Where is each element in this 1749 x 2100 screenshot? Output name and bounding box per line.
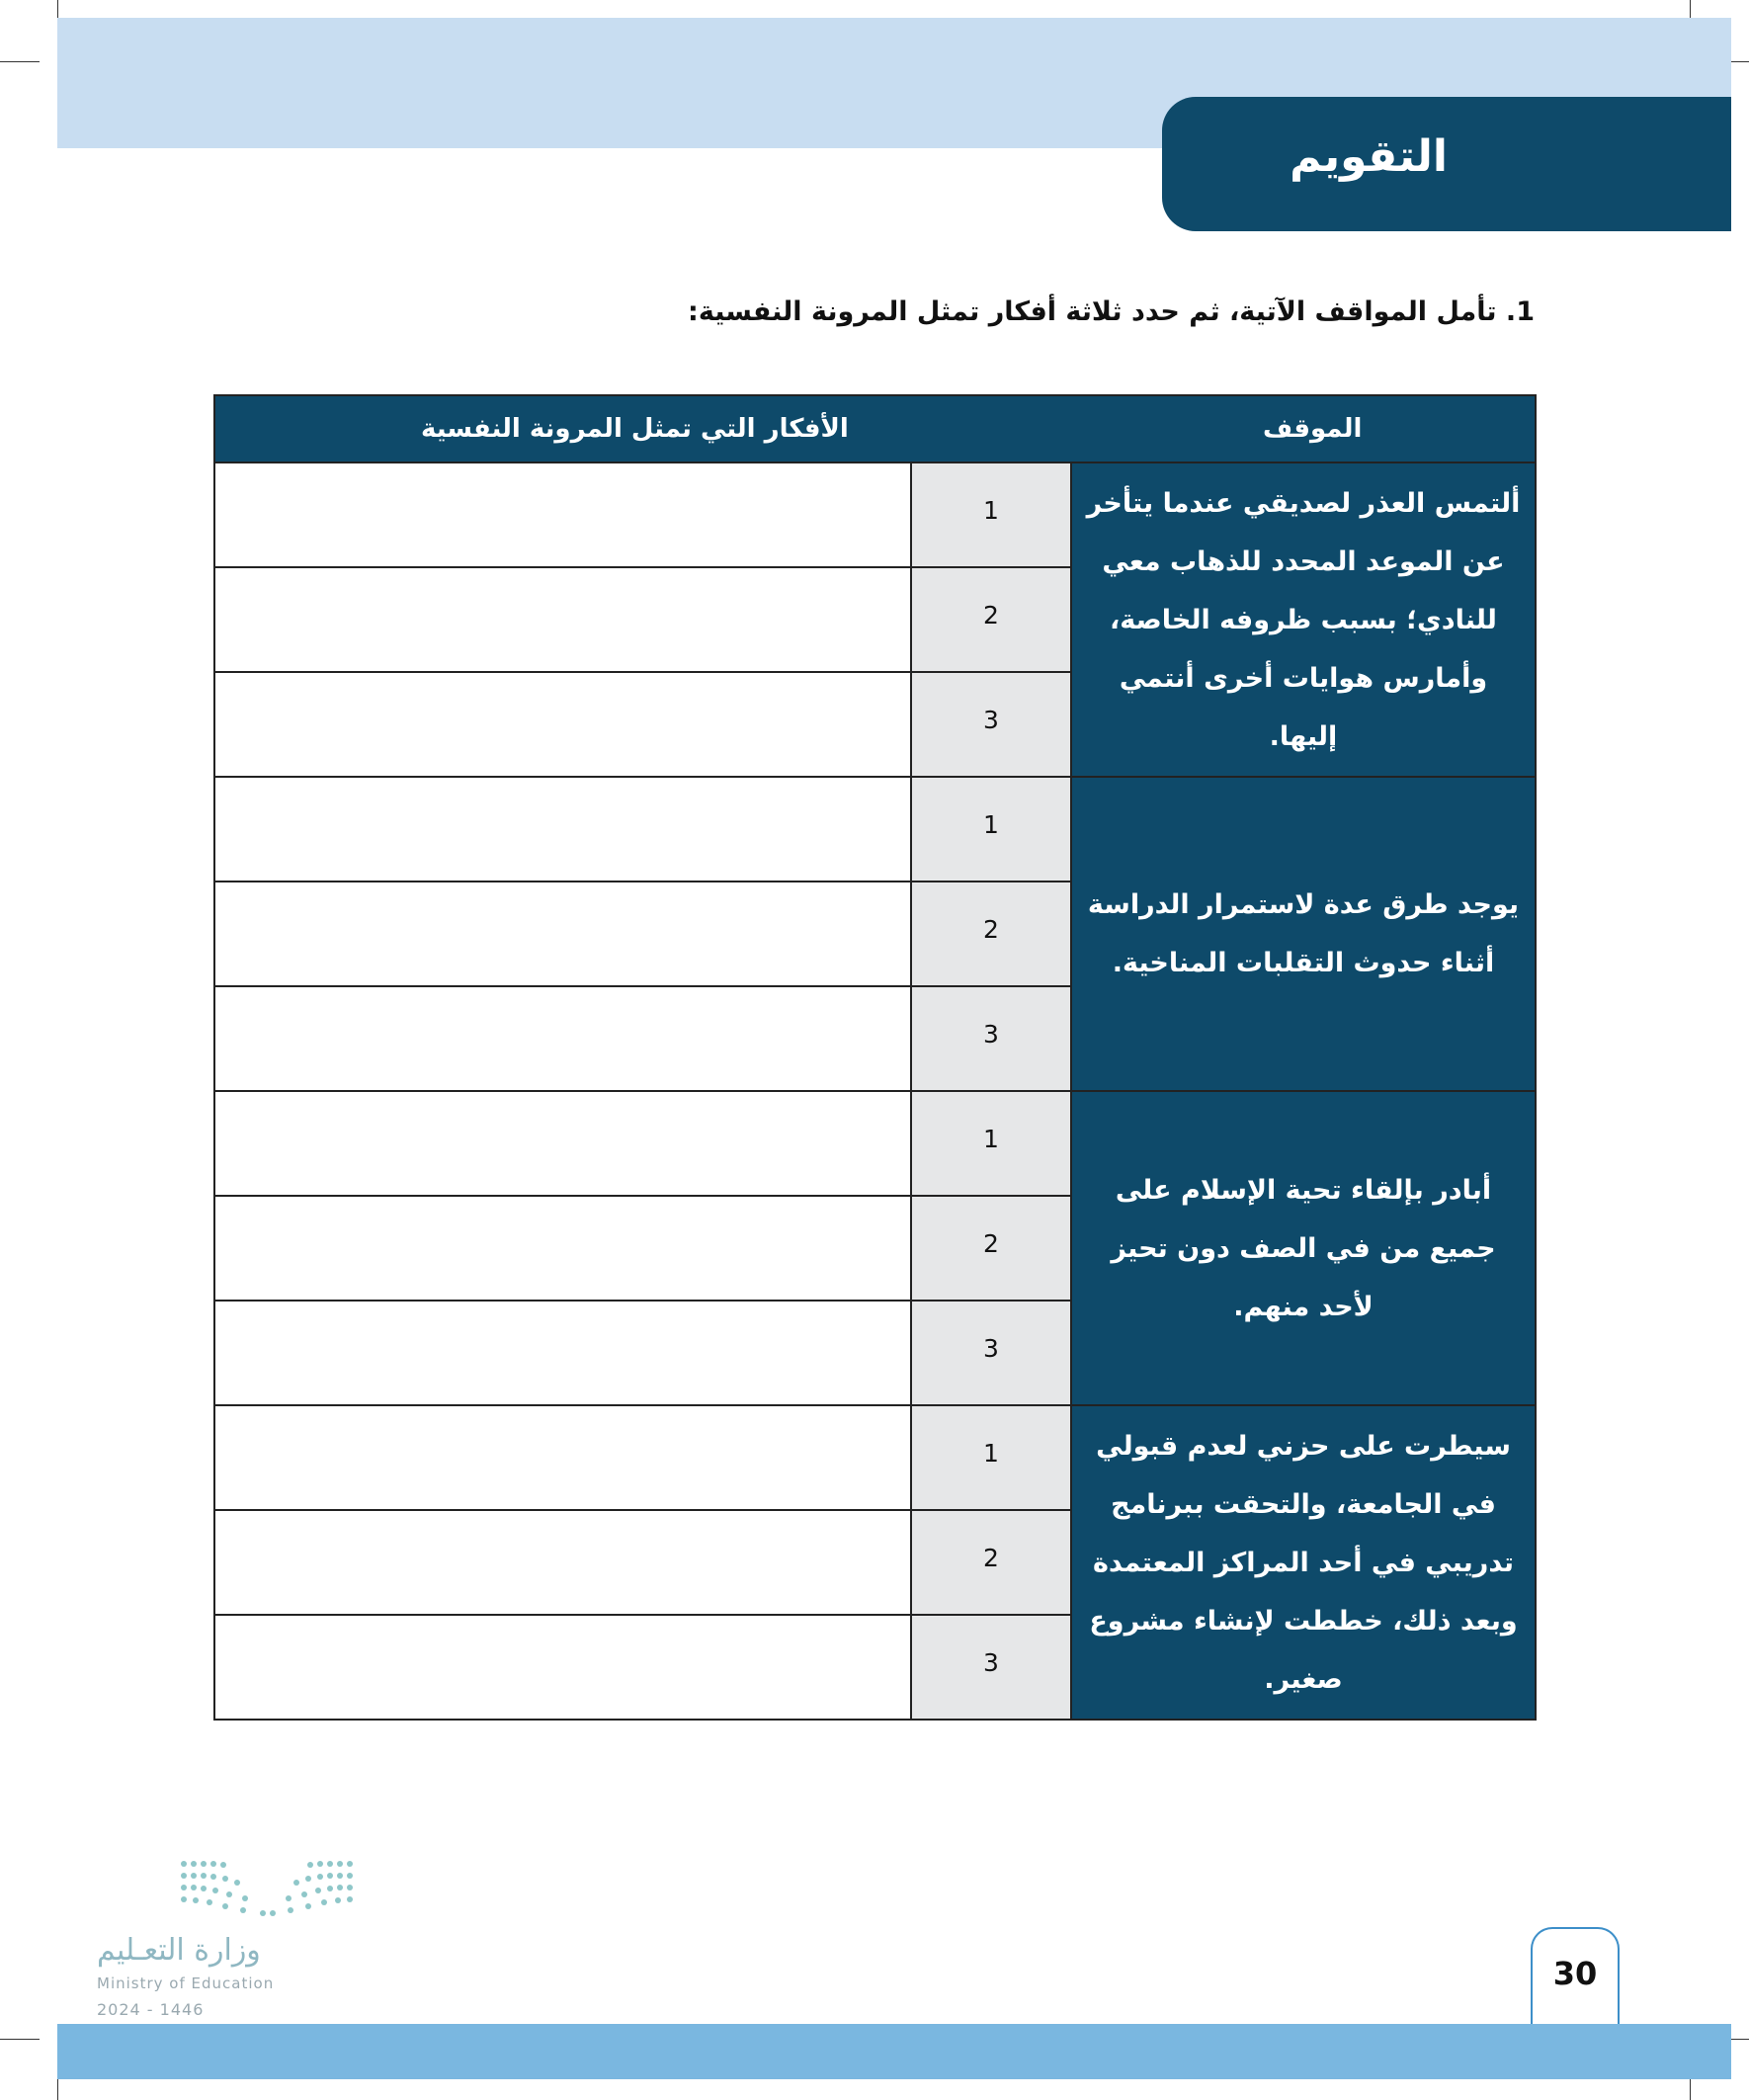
situation-text: أبادر بإلقاء تحية الإسلام على جميع من في الصف دون تحيز لأحد منهم. bbox=[1111, 1174, 1496, 1322]
answer-cell[interactable] bbox=[213, 568, 912, 673]
situation-cell bbox=[1070, 1092, 1537, 1406]
row-number: 1 bbox=[910, 463, 1072, 568]
page-number: 30 bbox=[1552, 1955, 1598, 1992]
crop-mark bbox=[0, 61, 40, 62]
row-number: 1 bbox=[910, 778, 1072, 882]
row-number: 2 bbox=[910, 882, 1072, 987]
answer-cell[interactable] bbox=[213, 778, 912, 882]
row-number: 3 bbox=[910, 1616, 1072, 1721]
row-number: 1 bbox=[910, 1092, 1072, 1197]
row-number: 3 bbox=[910, 1302, 1072, 1406]
situation-text: يوجد طرق عدة لاستمرار الدراسة أثناء حدوث التقلبات المناخية. bbox=[1087, 889, 1520, 978]
evaluation-table bbox=[213, 394, 1537, 1722]
page-number-tab bbox=[1531, 1927, 1620, 2026]
crop-mark bbox=[0, 2039, 40, 2040]
answer-cell[interactable] bbox=[213, 882, 912, 987]
header-situation: الموقف bbox=[1263, 414, 1363, 444]
situation-text: سيطرت على حزني لعدم قبولي في الجامعة، والتحقت ببرنامج تدريبي في أحد المراكز المعتمدة وبعد ذلك، خططت لإنشاء مشروع صغير. bbox=[1089, 1430, 1518, 1695]
answer-cell[interactable] bbox=[213, 1616, 912, 1721]
answer-cell[interactable] bbox=[213, 1092, 912, 1197]
ministry-name-arabic: وزارة التعـليم bbox=[97, 1933, 261, 1968]
situation-cell bbox=[1070, 1406, 1537, 1721]
ministry-logo bbox=[97, 1858, 354, 2019]
answer-cell[interactable] bbox=[213, 463, 912, 568]
row-number: 3 bbox=[910, 987, 1072, 1092]
question-text: 1. تأمل المواقف الآتية، ثم حدد ثلاثة أفكار تمثل المرونة النفسية: bbox=[688, 296, 1535, 327]
header-ideas: الأفكار التي تمثل المرونة النفسية bbox=[421, 414, 849, 444]
row-number: 3 bbox=[910, 673, 1072, 778]
table-header bbox=[213, 394, 1537, 463]
answer-cell[interactable] bbox=[213, 1406, 912, 1511]
row-number: 2 bbox=[910, 1197, 1072, 1302]
ministry-year: 2024 - 1446 bbox=[97, 2000, 205, 2019]
row-number: 2 bbox=[910, 1511, 1072, 1616]
situation-cell bbox=[1070, 778, 1537, 1092]
section-title: التقويم bbox=[1290, 131, 1448, 182]
answer-cell[interactable] bbox=[213, 1197, 912, 1302]
row-number: 1 bbox=[910, 1406, 1072, 1511]
answer-cell[interactable] bbox=[213, 1511, 912, 1616]
ministry-name-english: Ministry of Education bbox=[97, 1974, 275, 1992]
answer-cell[interactable] bbox=[213, 673, 912, 778]
answer-cell[interactable] bbox=[213, 1302, 912, 1406]
situation-cell bbox=[1070, 463, 1537, 778]
row-number: 2 bbox=[910, 568, 1072, 673]
situation-text: ألتمس العذر لصديقي عندما يتأخر عن الموعد المحدد للذهاب معي للنادي؛ بسبب ظروفه الخاصة، وأمارس هوايات أخرى أنتمي إليها. bbox=[1086, 487, 1521, 752]
ministry-logo-dots-icon bbox=[180, 1858, 354, 1917]
bottom-band bbox=[57, 2024, 1731, 2079]
answer-cell[interactable] bbox=[213, 987, 912, 1092]
